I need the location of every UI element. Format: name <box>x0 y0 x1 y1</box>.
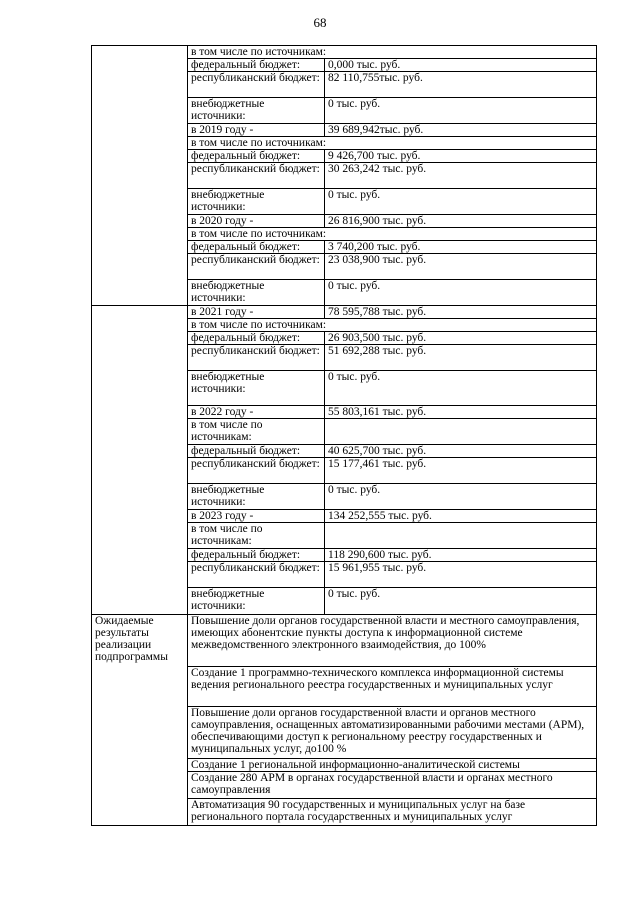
result-item: Повышение доли органов государственной власти и местного самоуправления, имеющих абонентские пункты доступа к информационной системе межведомственного электронного взаимодействия, до 100% <box>188 615 597 667</box>
value-cell: 0 тыс. руб. <box>325 189 597 215</box>
value-cell: 3 740,200 тыс. руб. <box>325 241 597 254</box>
value-cell <box>325 419 597 445</box>
value-cell: 78 595,788 тыс. руб. <box>325 306 597 319</box>
section-label-cell <box>92 46 188 306</box>
table-row <box>92 46 597 59</box>
value-cell: 0 тыс. руб. <box>325 371 597 406</box>
label-cell: в 2020 году - <box>188 215 325 228</box>
label-cell: внебюджетные источники: <box>188 189 325 215</box>
result-item: Создание 1 программно-технического комплекса информационной системы ведения регионального реестра государственных и муниципальных услуг <box>188 667 597 707</box>
value-cell: 0 тыс. руб. <box>325 98 597 124</box>
label-cell: внебюджетные источники: <box>188 98 325 124</box>
label-cell: республиканский бюджет: <box>188 163 325 189</box>
label-cell: внебюджетные источники: <box>188 588 325 615</box>
result-item: Повышение доли органов государственной власти и органов местного самоуправления, оснащенных автоматизированными рабочими местами (АРМ), обеспечивающими доступ к региональному реестру государственных и муниципальных услуг, до100 % <box>188 707 597 759</box>
label-cell: в том числе по источникам: <box>188 419 325 445</box>
label-cell: в 2019 году - <box>188 124 325 137</box>
value-cell: 26 903,500 тыс. руб. <box>325 332 597 345</box>
result-row <box>92 615 597 667</box>
value-cell: 9 426,700 тыс. руб. <box>325 150 597 163</box>
label-cell: федеральный бюджет: <box>188 59 325 72</box>
label-cell: федеральный бюджет: <box>188 241 325 254</box>
label-cell: федеральный бюджет: <box>188 150 325 163</box>
label-cell: внебюджетные источники: <box>188 484 325 510</box>
value-cell: 0 тыс. руб. <box>325 588 597 615</box>
result-item: Создание 280 АРМ в органах государственной власти и органах местного самоуправления <box>188 772 597 799</box>
label-cell: внебюджетные источники: <box>188 371 325 406</box>
value-cell: 51 692,288 тыс. руб. <box>325 345 597 371</box>
label-cell: в 2022 году - <box>188 406 325 419</box>
span-cell: в том числе по источникам: <box>188 46 597 59</box>
value-cell: 118 290,600 тыс. руб. <box>325 549 597 562</box>
label-cell: в том числе по источникам: <box>188 523 325 549</box>
label-cell: республиканский бюджет: <box>188 72 325 98</box>
value-cell: 55 803,161 тыс. руб. <box>325 406 597 419</box>
span-cell: в том числе по источникам: <box>188 228 597 241</box>
table-row <box>92 306 597 319</box>
value-cell: 15 961,955 тыс. руб. <box>325 562 597 588</box>
label-cell: федеральный бюджет: <box>188 445 325 458</box>
span-cell: в том числе по источникам: <box>188 319 597 332</box>
label-cell: республиканский бюджет: <box>188 458 325 484</box>
value-cell: 26 816,900 тыс. руб. <box>325 215 597 228</box>
label-cell: республиканский бюджет: <box>188 562 325 588</box>
span-cell: в том числе по источникам: <box>188 137 597 150</box>
section-label-cell <box>92 306 188 615</box>
label-cell: республиканский бюджет: <box>188 345 325 371</box>
value-cell: 0 тыс. руб. <box>325 280 597 306</box>
value-cell: 40 625,700 тыс. руб. <box>325 445 597 458</box>
value-cell: 30 263,242 тыс. руб. <box>325 163 597 189</box>
label-cell: в 2021 году - <box>188 306 325 319</box>
page-number: 68 <box>313 15 327 30</box>
label-cell: республиканский бюджет: <box>188 254 325 280</box>
value-cell: 82 110,755тыс. руб. <box>325 72 597 98</box>
value-cell: 0,000 тыс. руб. <box>325 59 597 72</box>
result-item: Автоматизация 90 государственных и муниципальных услуг на базе регионального портала государственных и муниципальных услуг <box>188 799 597 826</box>
label-cell: федеральный бюджет: <box>188 332 325 345</box>
label-cell: в 2023 году - <box>188 510 325 523</box>
result-item: Создание 1 региональной информационно-аналитической системы <box>188 759 597 772</box>
value-cell: 39 689,942тыс. руб. <box>325 124 597 137</box>
value-cell: 0 тыс. руб. <box>325 484 597 510</box>
value-cell <box>325 523 597 549</box>
label-cell: федеральный бюджет: <box>188 549 325 562</box>
value-cell: 15 177,461 тыс. руб. <box>325 458 597 484</box>
value-cell: 134 252,555 тыс. руб. <box>325 510 597 523</box>
financing-table <box>91 45 597 826</box>
value-cell: 23 038,900 тыс. руб. <box>325 254 597 280</box>
results-label-cell: Ожидаемые результаты реализации подпрограммы <box>92 615 188 826</box>
label-cell: внебюджетные источники: <box>188 280 325 306</box>
